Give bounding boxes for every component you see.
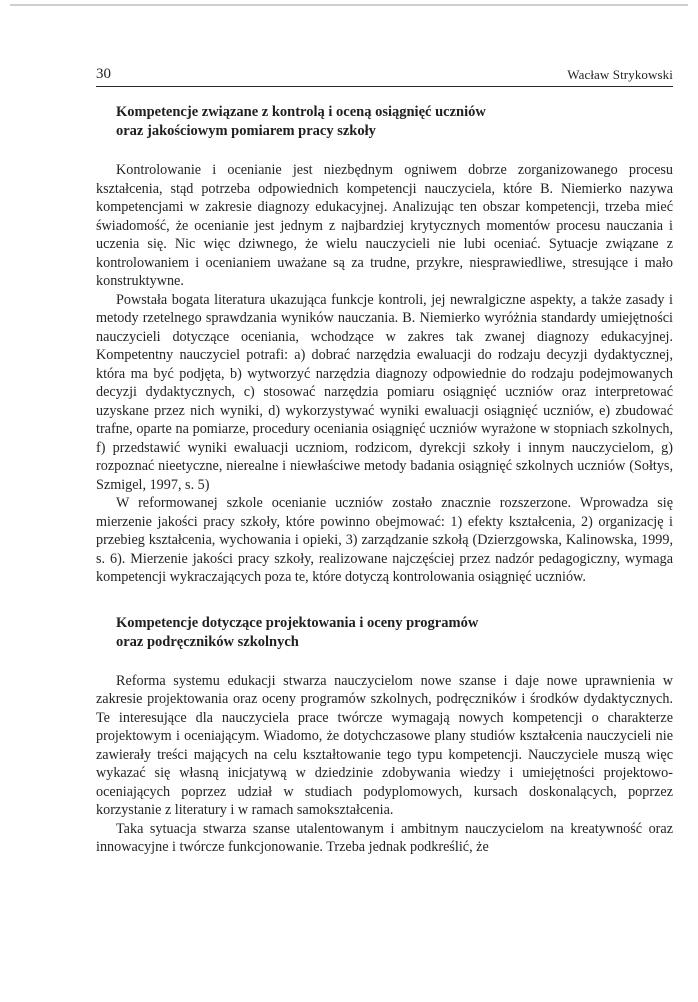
section-heading-line: Kompetencje dotyczące projektowania i oceny programów — [116, 614, 479, 631]
page-header — [96, 64, 673, 87]
paragraph: W reformowanej szkole ocenianie uczniów zostało znacznie rozszerzone. Wprowadza się mierzenie jakości pracy szkoły, które powinno obejmować: 1) efekty kształcenia, 2) organizację i przebieg kształcenia, wychowania i opieki, 3) zarządzanie szkołą (Dzierzgowska, Kalinowska, 1999, s. 6). Mierzenie jakości pracy szkoły, realizowane najczęściej przez nadzór pedagogiczny, wymaga kompetencji wykraczających poza te, które dotyczą kontrolowania osiągnięć uczniów. — [96, 495, 673, 585]
section-heading — [116, 103, 673, 141]
paragraph: Kontrolowanie i ocenianie jest niezbędnym ogniwem dobrze zorganizowanego procesu kształcenia, stąd potrzeba odpowiednich kompetencji nauczyciela, które B. Niemierko nazywa kompetencjami w zakresie diagnozy edukacyjnej. Analizując ten obszar kompetencji, trzeba mieć świadomość, że ocenianie jest jednym z najbardziej krytycznych momentów procesu nauczania i uczenia się. Nic więc dziwnego, że wielu nauczycieli nie lubi oceniać. Sytuacje związane z kontrolowaniem i ocenianiem uważane są za trudne, przykre, niesprawiedliwe, stresujące i mało konstruktywne. — [96, 162, 673, 289]
page-number: 30 — [96, 66, 111, 82]
section-heading-line: Kompetencje związane z kontrolą i oceną osiągnięć uczniów — [116, 104, 486, 120]
section-heading-line: oraz jakościowym pomiarem pracy szkoły — [116, 123, 376, 139]
section-heading — [116, 614, 673, 652]
paragraph: Taka sytuacja stwarza szanse utalentowanym i ambitnym nauczycielom na kreatywność oraz innowacyjne i twórcze funkcjonowanie. Trzeba jednak podkreślić, że — [96, 820, 673, 855]
section-assessment-competencies — [96, 103, 673, 587]
scan-edge-line — [10, 4, 688, 6]
section-heading-line: oraz podręczników szkolnych — [116, 633, 299, 650]
running-head-author: Wacław Strykowski — [567, 67, 673, 82]
page-content — [96, 103, 673, 857]
section-curriculum-competencies — [96, 614, 673, 857]
paragraph: Reforma systemu edukacji stwarza nauczycielom nowe szanse i daje nowe uprawnienia w zakresie projektowania oraz oceny programów szkolnych, podręczników i środków dydaktycznych. Te interesujące dla nauczyciela prace twórcze wymagają nowych kompetencji o charakterze projektowym i oceniającym. Wiadomo, że dotychczasowe plany studiów kształcenia nauczycieli nie zawierały treści mających na celu kształtowanie tego typu kompetencji. Nauczyciele muszą więc wykazać się własną inicjatywą w dziedzinie zdobywania wiedzy i umiejętności projektowo-oceniających poprzez udział w studiach podyplomowych, kursach doskonalących, poprzez korzystanie z literatury i w ramach samokształcenia. — [96, 672, 673, 818]
paragraph: Powstała bogata literatura ukazująca funkcje kontroli, jej newralgiczne aspekty, a także zasady i metody rzetelnego sprawdzania wyników nauczania. B. Niemierko wyróżnia standardy umiejętności nauczycieli dotyczące oceniania, wchodzące w zakres tak zwanej diagnozy edukacyjnej. Kompetentny nauczyciel potrafi: a) dobrać narzędzia ewaluacji do rodzaju decyzji dydaktycznej, która ma być podjęta, b) wytworzyć narzędzia diagnozy odpowiednie do rodzaju podejmowanych decyzji dydaktycznych, c) stosować narzędzia pomiaru osiągnięć uczniów oraz interpretować uzyskane przez nich wyniki, d) wykorzystywać wyniki ewaluacji osiągnięć uczniów, e) zbudować trafne, oparte na pomiarze, procedury oceniania osiągnięć uczniów wyrażone w stopniach szkolnych, f) przedstawić wyniki ewaluacji uczniom, rodzicom, dyrekcji szkoły i innym nauczycielom, g) rozpoznać nieetyczne, nierealne i niewłaściwe metody badania osiągnięć szkolnych uczniów (Sołtys, Szmigel, 1997, s. 5) — [96, 291, 673, 493]
